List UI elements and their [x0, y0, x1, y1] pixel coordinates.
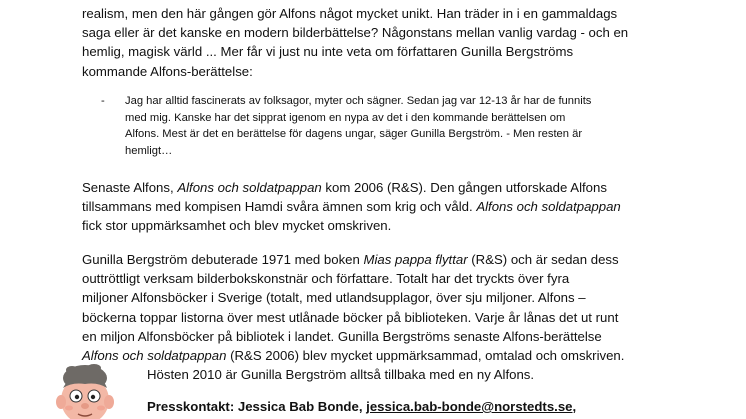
mascot-nose [81, 403, 89, 409]
text-run: Senaste Alfons, [82, 180, 178, 195]
mascot-hair-tuft [87, 364, 101, 372]
quote-line: hemligt… [125, 144, 173, 157]
quote-line: med mig. Kanske har det sipprat igenom en nypa av det i den kommande berättelsen om [125, 111, 566, 124]
debut-paragraph [82, 250, 625, 365]
mascot-hair-tuft [66, 366, 78, 374]
text-run: tillsammans med kompisen Hamdi svåra ämnen som krig och våld. [82, 199, 477, 215]
book-title: Alfons och soldatpappan [177, 180, 322, 195]
debut-line-2: outtröttligt verksam bilderbokskonstnär och författare. Totalt har det tryckts över fyra [82, 271, 570, 287]
mascot-pupil [91, 395, 95, 399]
debut-line-6 [82, 346, 625, 365]
quote-line: Jag har alltid fascinerats av folksagor, myter och sägner. Sedan jag var 12-13 år har de funnits [125, 95, 592, 107]
text-run: Gunilla Bergström debuterade 1971 med boken [82, 252, 364, 267]
contact-trail: , [572, 399, 577, 414]
intro-line: saga eller är det kanske en modern bilderbättelse? Någonstans mellan vanlig vardag - och en [82, 25, 629, 41]
latest-line-3: fick stor uppmärksamhet och blev mycket omskriven. [82, 218, 392, 234]
latest-line-2 [82, 197, 621, 216]
mascot-ear [104, 395, 114, 409]
return-sentence: Hösten 2010 är Gunilla Bergström alltså tillbaka med en ny Alfons. [147, 367, 535, 382]
debut-line-1 [82, 250, 619, 269]
text-run: kom 2006 (R&S). Den gången utforskade Alfons [321, 180, 607, 195]
mascot-cheek [65, 406, 73, 411]
latest-line-1 [82, 178, 612, 197]
intro-line: hemlig, magisk värld ... Mer får vi just nu inte veta om författaren Gunilla Bergströms [82, 44, 574, 60]
text-run: (R&S 2006) blev mycket uppmärksammad, omtalad och omskriven. [226, 348, 625, 364]
contact-label: Presskontakt: Jessica Bab Bonde, [147, 399, 367, 414]
latest-paragraph [82, 178, 621, 236]
text-run: (R&S) och är sedan dess [467, 252, 619, 267]
press-contact [147, 397, 576, 416]
intro-line: kommande Alfons-berättelse: [82, 63, 253, 79]
book-title: Alfons och soldatpappan [476, 199, 621, 215]
mascot-cheek [97, 406, 105, 411]
debut-line-5: en miljon Alfonsböcker på bibliotek i landet. Gunilla Bergströms senaste Alfons-berättelse [82, 328, 602, 344]
quote-line: Alfons. Mest är det en berättelse för dagens ungar, säger Gunilla Bergström. - Men resten är [125, 128, 583, 140]
intro-paragraph [82, 4, 629, 81]
debut-line-3: miljoner Alfonsböcker i Sverige (totalt, med utlandsupplagor, över sju miljoner. Alfons – [82, 290, 586, 306]
mascot-pupil [75, 395, 79, 399]
book-title: Mias pappa flyttar [363, 252, 468, 267]
intro-line: realism, men den här gången gör Alfons något mycket unikt. Han träder in i en gammaldags [82, 6, 618, 21]
quote-text [125, 93, 625, 159]
debut-line-4: böckerna toppar listorna över mest utlånade böcker på biblioteken. Varje år lånas det ut runt [82, 309, 619, 325]
mascot-ear [56, 395, 66, 409]
book-title: Alfons och soldatpappan [82, 348, 227, 364]
contact-email-link[interactable]: jessica.bab-bonde@norstedts.se [366, 399, 573, 414]
alfons-face-icon [50, 358, 120, 419]
bullet-dash: - [101, 95, 105, 107]
